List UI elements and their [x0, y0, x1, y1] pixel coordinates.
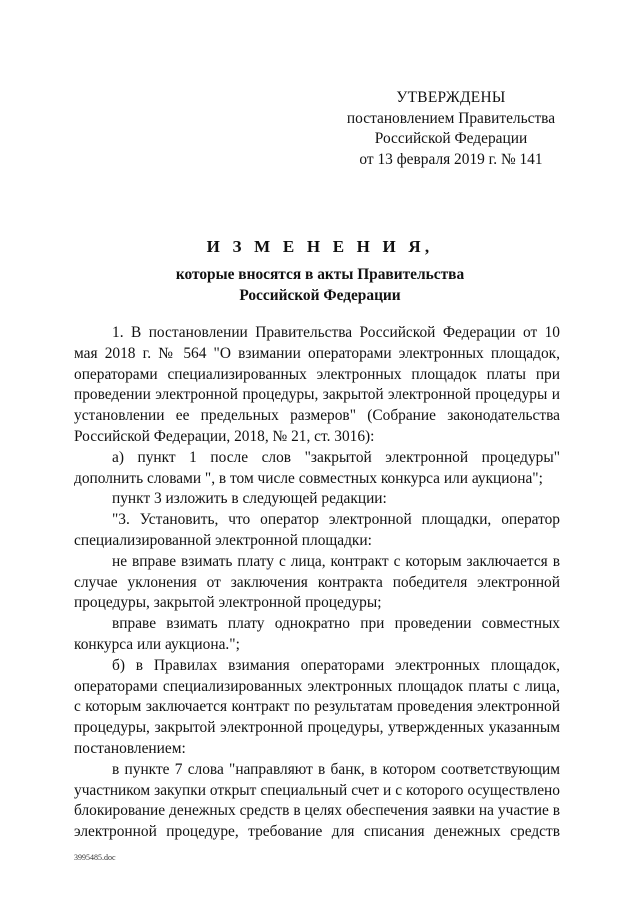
title-heading: И З М Е Н Е Н И Я,	[206, 237, 434, 256]
approval-line-government: Российской Федерации	[374, 130, 528, 147]
paragraph-1: 1. В постановлении Правительства Российской Федерации от 10 мая 2018 г. № 564 "О взимании операторами электронных площадок, операторами специализированных электронных площадок платы при проведении электронной процедуры, закрытой электронной процедуры и установлении ее предельных размеров" (Собрание законодательства Российской Федерации, 2018, № 21, ст. 3016):	[74, 324, 560, 445]
document-title	[0, 236, 640, 306]
paragraph-6: вправе взимать плату однократно при проведении совместных конкурса или аукциона.";	[74, 615, 560, 653]
approval-stamp	[318, 88, 584, 170]
approval-line-date-number: от 13 февраля 2019 г. № 141	[359, 150, 543, 168]
approval-line-decree: постановлением Правительства	[346, 109, 556, 127]
paragraph-4: "3. Установить, что оператор электронной площадки, оператор специализированной электронной площадки:	[74, 511, 560, 549]
paragraph-7: б) в Правилах взимания операторами электронных площадок, операторами специализированных электронных площадок платы с лица, с которым заключается контракт по результатам проведения электронной процедуры, закрытой электронной процедуры, утвержденных указанным постановлением:	[74, 656, 560, 757]
document-body	[74, 323, 560, 843]
file-id: 3995485.doc	[74, 853, 116, 862]
title-subtitle	[0, 265, 640, 306]
subtitle-line-1: которые вносятся в акты Правительства	[175, 266, 465, 283]
paragraph-8: в пункте 7 слова "направляют в банк, в котором соответствующим участником закупки открыт специальный счет и с которого осуществлено блокирование денежных средств в целях обеспечения заявки на участие в электронной процедуре, требование для списания денежных средств	[74, 760, 560, 841]
paragraph-3: пункт 3 изложить в следующей редакции:	[112, 490, 387, 508]
paragraph-2: а) пункт 1 после слов "закрытой электронной процедуры" дополнить словами ", в том числе совместных конкурса или аукциона";	[74, 448, 560, 487]
subtitle-line-2: Российской Федерации	[239, 286, 401, 304]
paragraph-5: не вправе взимать плату с лица, контракт с которым заключается в случае уклонения от заключения контракта победителя электронной процедуры, закрытой электронной процедуры;	[74, 552, 560, 612]
approval-heading: УТВЕРЖДЕНЫ	[396, 89, 506, 106]
